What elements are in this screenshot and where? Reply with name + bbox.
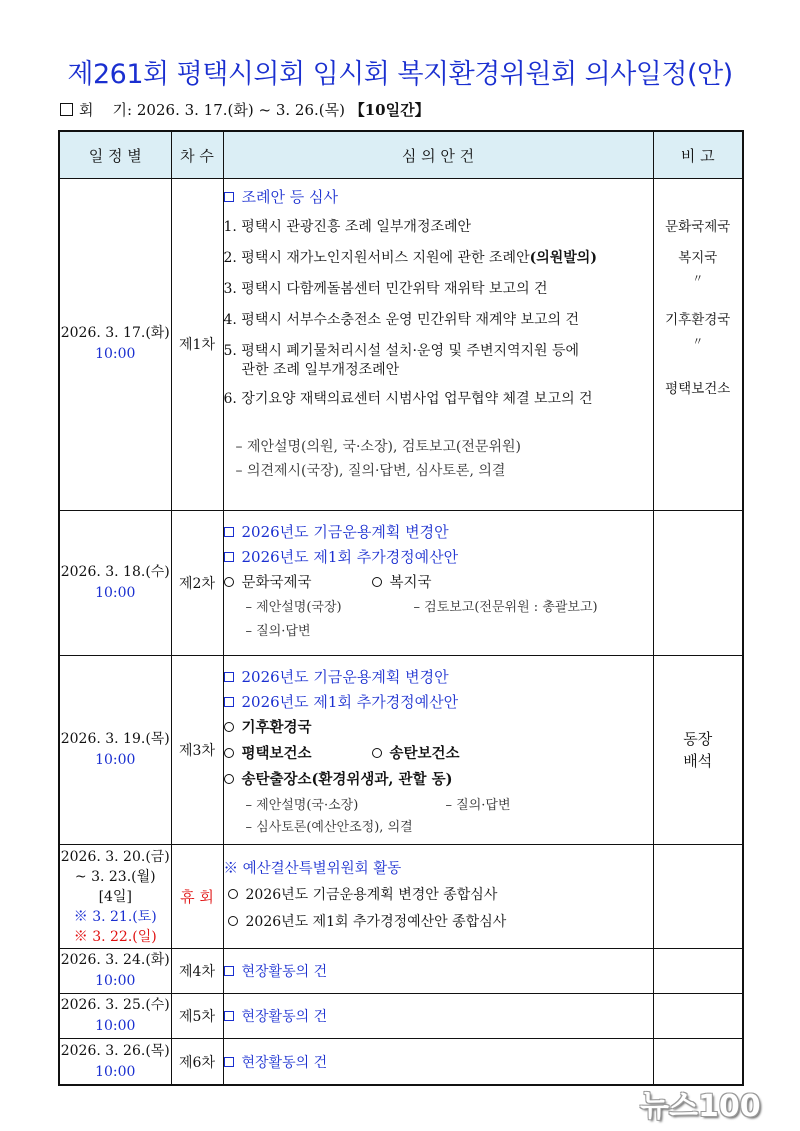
row-date	[59, 1039, 171, 1085]
square-bullet-icon	[224, 697, 234, 707]
row-session: 제4차	[171, 949, 223, 994]
list-item	[224, 911, 653, 938]
agenda-heading: ※ 예산결산특별위원회 활동	[223, 861, 402, 878]
list-item	[224, 1052, 653, 1072]
note-text: 문화국제국	[665, 219, 731, 236]
row-note	[653, 949, 743, 994]
note-text: 동장	[683, 729, 713, 748]
agenda-heading: 현장활동의 건	[241, 1054, 328, 1071]
list-item	[224, 666, 653, 691]
circle-bullet-icon	[228, 916, 238, 926]
row-agenda	[223, 655, 653, 844]
circle-bullet-icon	[224, 577, 234, 587]
row-note	[653, 845, 743, 949]
date-text: 2026. 3. 20.(금)	[60, 848, 170, 865]
period-range: 2026. 3. 17.(화) ~ 3. 26.(목)	[136, 101, 345, 119]
item-text: 2026년도 제1회 추가경정예산안 종합심사	[245, 914, 507, 931]
agenda-heading: 조례안 등 심사	[241, 188, 338, 207]
news-watermark-logo: 뉴스100	[640, 1089, 761, 1124]
procedure-item: – 심사토론(예산안조정), 의결	[245, 819, 413, 835]
row-note	[653, 655, 743, 844]
table-row	[59, 949, 743, 994]
time-text: 10:00	[95, 973, 136, 990]
table-header-row	[59, 131, 743, 179]
table-row	[59, 510, 743, 655]
date-text: 2026. 3. 26.(목)	[60, 1042, 170, 1059]
row-session: 제1차	[171, 179, 223, 511]
table-row	[59, 994, 743, 1039]
agenda-heading: 2026년도 제1회 추가경정예산안	[241, 692, 459, 711]
list-item	[224, 961, 653, 981]
row-agenda	[223, 845, 653, 949]
dept-text: 복지국	[389, 574, 432, 591]
list-item	[224, 884, 653, 911]
table-row	[59, 179, 743, 511]
agenda-heading: 2026년도 기금운용계획 변경안	[241, 667, 449, 686]
header-date: 일 정 별	[59, 131, 171, 179]
square-bullet-icon	[224, 527, 234, 537]
date-text: 2026. 3. 17.(화)	[60, 325, 170, 342]
procedure-item: – 검토보고(전문위원 : 총괄보고)	[413, 599, 598, 615]
header-agenda: 심 의 안 건	[223, 131, 653, 179]
note-text: 평택보건소	[665, 381, 731, 398]
days-text: [4일]	[98, 888, 132, 905]
note-text: 배석	[683, 751, 713, 770]
row-date	[59, 845, 171, 949]
square-bullet-icon	[224, 1057, 234, 1067]
circle-bullet-icon	[372, 748, 382, 758]
period-label: 회 기:	[79, 101, 133, 119]
time-text: 10:00	[95, 584, 136, 601]
circle-bullet-icon	[224, 748, 234, 758]
checkbox-square-icon	[60, 103, 73, 116]
row-agenda	[223, 179, 653, 511]
procedure-item: – 질의·답변	[245, 623, 311, 639]
dept-line	[224, 571, 653, 596]
date-text: 2026. 3. 18.(수)	[60, 563, 170, 580]
circle-bullet-icon	[228, 889, 238, 899]
row-agenda	[223, 510, 653, 655]
header-note: 비 고	[653, 131, 743, 179]
row-session: 제6차	[171, 1039, 223, 1085]
row-session: 휴 회	[171, 845, 223, 949]
circle-bullet-icon	[372, 577, 382, 587]
procedure-item: – 의견제시(국장), 질의·답변, 심사토론, 의결	[235, 463, 506, 480]
period-duration: 【10일간】	[349, 101, 430, 119]
list-item: 4. 평택시 서부수소충전소 운영 민간위탁 재계약 보고의 건	[223, 312, 580, 329]
note-text: 〃	[692, 272, 704, 286]
date-text: 2026. 3. 24.(화)	[60, 952, 170, 969]
holiday-text: ※ 3. 21.(토)	[73, 908, 157, 925]
procedure-item: – 제안설명(의원, 국·소장), 검토보고(전문위원)	[235, 439, 521, 456]
dept-line	[224, 716, 653, 742]
table-row	[59, 655, 743, 844]
dept-text: 기후환경국	[241, 718, 312, 736]
row-session: 제5차	[171, 994, 223, 1039]
row-agenda	[223, 1039, 653, 1085]
row-date	[59, 994, 171, 1039]
square-bullet-icon	[224, 966, 234, 976]
agenda-table	[58, 130, 744, 1086]
procedure-line	[224, 794, 653, 816]
agenda-heading: 현장활동의 건	[241, 1009, 328, 1026]
item-text: 2. 평택시 재가노인지원서비스 지원에 관한 조례안	[223, 250, 530, 267]
procedure-item: – 질의·답변	[445, 797, 511, 813]
date-text: ~ 3. 23.(월)	[74, 868, 156, 885]
row-session: 제3차	[171, 655, 223, 844]
procedure-item: – 제안설명(국·소장)	[245, 797, 359, 813]
time-text: 10:00	[95, 1063, 136, 1080]
square-bullet-icon	[224, 552, 234, 562]
item-suffix: (의원발의)	[529, 250, 597, 267]
circle-bullet-icon	[224, 722, 234, 732]
list-item: 5. 평택시 폐기물처리시설 설치·운영 및 주변지역지원 등에	[223, 343, 580, 360]
holiday-text: ※ 3. 22.(일)	[73, 928, 157, 945]
note-text: 복지국	[678, 250, 718, 267]
square-bullet-icon	[224, 192, 234, 202]
time-text: 10:00	[95, 1018, 136, 1035]
row-agenda	[223, 949, 653, 994]
row-note	[653, 1039, 743, 1085]
date-text: 2026. 3. 19.(목)	[60, 730, 170, 747]
list-item	[224, 243, 653, 274]
row-note	[653, 510, 743, 655]
date-text: 2026. 3. 25.(수)	[60, 997, 170, 1014]
agenda-heading: 2026년도 제1회 추가경정예산안	[241, 547, 459, 566]
row-date	[59, 179, 171, 511]
dept-text: 송탄출장소(환경위생과, 관할 동)	[241, 770, 453, 788]
time-text: 10:00	[95, 751, 136, 768]
agenda-heading: 2026년도 기금운용계획 변경안	[241, 522, 449, 541]
list-item	[224, 546, 653, 571]
dept-text: 평택보건소	[241, 744, 312, 762]
table-row	[59, 845, 743, 949]
dept-text: 문화국제국	[241, 574, 312, 591]
dept-line	[224, 742, 653, 768]
session-period	[60, 99, 430, 120]
list-item: 3. 평택시 다함께돌봄센터 민간위탁 재위탁 보고의 건	[223, 281, 548, 298]
item-text: 2026년도 기금운용계획 변경안 종합심사	[245, 887, 498, 904]
list-item: 6. 장기요양 재택의료센터 시범사업 업무협약 체결 보고의 건	[223, 391, 593, 408]
note-text: 〃	[692, 335, 704, 349]
row-date	[59, 510, 171, 655]
list-item	[224, 1006, 653, 1026]
row-session: 제2차	[171, 510, 223, 655]
row-note	[653, 179, 743, 511]
row-date	[59, 655, 171, 844]
list-item	[224, 691, 653, 716]
row-agenda	[223, 994, 653, 1039]
dept-text: 송탄보건소	[389, 744, 460, 762]
time-text: 10:00	[95, 346, 136, 363]
row-note	[653, 994, 743, 1039]
square-bullet-icon	[224, 1011, 234, 1021]
procedure-line	[224, 596, 653, 620]
list-item	[224, 186, 653, 212]
circle-bullet-icon	[224, 774, 234, 784]
agenda-heading: 현장활동의 건	[241, 964, 328, 981]
header-session: 차 수	[171, 131, 223, 179]
list-item: 관한 조례 일부개정조례안	[241, 362, 400, 379]
row-date	[59, 949, 171, 994]
note-text: 기후환경국	[665, 312, 731, 329]
procedure-item: – 제안설명(국장)	[245, 599, 342, 615]
list-item: 1. 평택시 관광진흥 조례 일부개정조례안	[223, 219, 472, 236]
square-bullet-icon	[224, 672, 234, 682]
table-row	[59, 1039, 743, 1085]
page-title: 제261회 평택시의회 임시회 복지환경위원회 의사일정(안)	[67, 59, 733, 90]
list-item	[224, 521, 653, 546]
dept-line	[224, 768, 653, 794]
